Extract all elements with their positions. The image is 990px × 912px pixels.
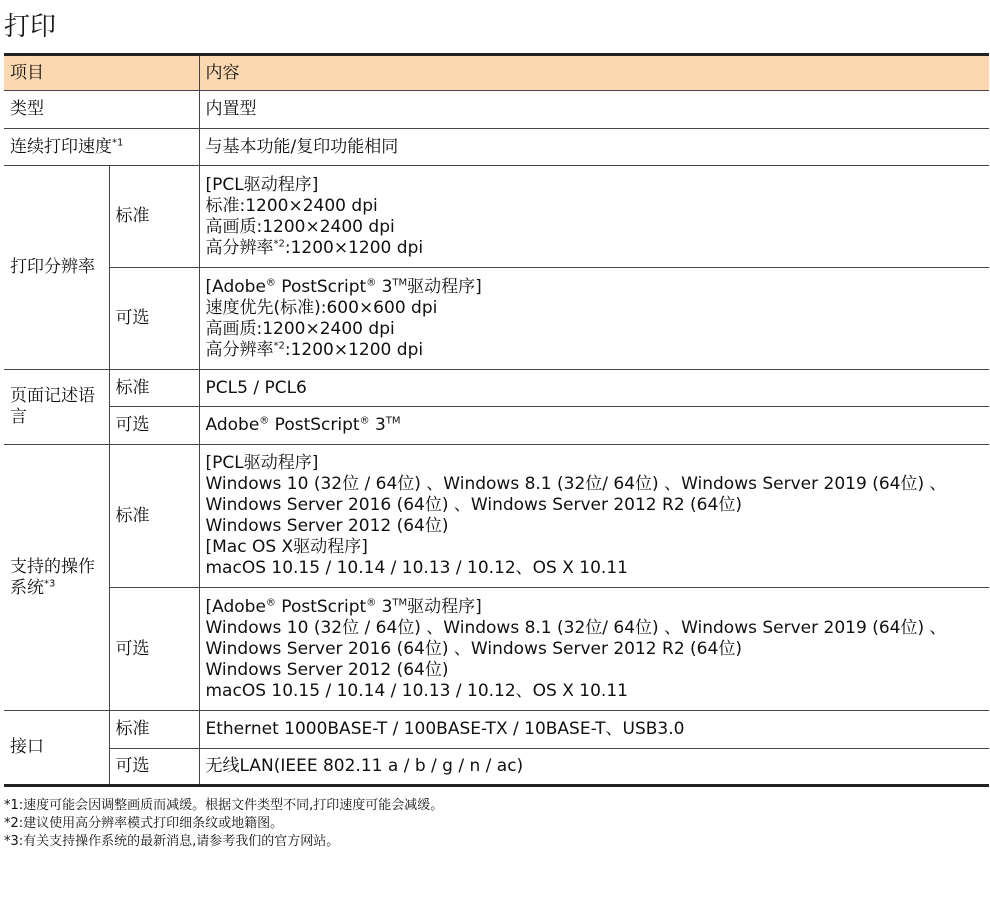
pdl-optional-value: Adobe® PostScript® 3™ bbox=[199, 407, 989, 445]
resolution-standard-value: [PCL驱动程序] 标准:1200×2400 dpi 高画质:1200×2400 dpi 高分辨率$^{*2}$:1200×1200 dpi bbox=[199, 166, 989, 268]
row-resolution-standard bbox=[4, 166, 989, 268]
os-standard-label: 标准 bbox=[109, 445, 199, 588]
footnotes bbox=[4, 797, 443, 851]
resolution-standard-label: 标准 bbox=[109, 166, 199, 268]
footnote-2: *2:建议使用高分辨率模式打印细条纹或地籍图。 bbox=[4, 816, 284, 831]
footnote-ref: *3 bbox=[44, 577, 56, 589]
spec-table bbox=[4, 53, 989, 787]
pdl-standard-label: 标准 bbox=[109, 370, 199, 407]
interface-standard-value: Ethernet 1000BASE-T / 100BASE-TX / 10BASE-T、USB3.0 bbox=[199, 711, 989, 749]
table-header-row bbox=[4, 55, 989, 91]
speed-label: 连续打印速度$^{*1}$ bbox=[4, 129, 199, 166]
row-os-standard bbox=[4, 445, 989, 588]
row-speed bbox=[4, 129, 989, 166]
row-interface-standard bbox=[4, 711, 989, 749]
row-os-optional bbox=[4, 588, 989, 711]
type-label: 类型 bbox=[4, 91, 199, 129]
resolution-optional-label: 可选 bbox=[109, 268, 199, 370]
row-resolution-optional bbox=[4, 268, 989, 370]
speed-value: 与基本功能/复印功能相同 bbox=[199, 129, 989, 166]
footnote-ref: *1 bbox=[112, 136, 124, 148]
os-optional-label: 可选 bbox=[109, 588, 199, 711]
os-optional-value: [Adobe® PostScript® 3™驱动程序] Windows 10 (32位 / 64位) 、Windows 8.1 (32位/ 64位) 、Windows Server 2019 (64位) 、 Windows Server 2016 (64位) 、Windows Server 2012 R2 (64位) Windows Server 2012 (64位) macOS 10.15 / 10.14 / 10.13 / 10.12、OS X 10.11 bbox=[199, 588, 989, 711]
interface-standard-label: 标准 bbox=[109, 711, 199, 749]
pdl-optional-label: 可选 bbox=[109, 407, 199, 445]
pdl-standard-value: PCL5 / PCL6 bbox=[199, 370, 989, 407]
footnote-1: *1:速度可能会因调整画质而减缓。根据文件类型不同,打印速度可能会减缓。 bbox=[4, 798, 444, 813]
resolution-optional-value: [Adobe® PostScript® 3™驱动程序] 速度优先(标准):600×600 dpi 高画质:1200×2400 dpi 高分辨率$^{*2}$:1200×1200 dpi bbox=[199, 268, 989, 370]
header-content: 内容 bbox=[199, 55, 989, 91]
pdl-label: 页面记述语言 bbox=[4, 370, 109, 445]
row-pdl-standard bbox=[4, 370, 989, 407]
interface-optional-value: 无线LAN(IEEE 802.11 a / b / g / n / ac) bbox=[199, 749, 989, 786]
page-title: 打印 bbox=[4, 12, 57, 42]
row-interface-optional bbox=[4, 749, 989, 786]
row-type bbox=[4, 91, 989, 129]
interface-optional-label: 可选 bbox=[109, 749, 199, 786]
interface-label: 接口 bbox=[4, 711, 109, 786]
row-pdl-optional bbox=[4, 407, 989, 445]
type-value: 内置型 bbox=[199, 91, 989, 129]
resolution-label: 打印分辨率 bbox=[4, 166, 109, 370]
os-label: 支持的操作系统$^{*3}$ bbox=[4, 445, 109, 711]
os-standard-value: [PCL驱动程序] Windows 10 (32位 / 64位) 、Windows 8.1 (32位/ 64位) 、Windows Server 2019 (64位) 、 Windows Server 2016 (64位) 、Windows Server 2012 R2 (64位) Windows Server 2012 (64位) [Mac OS X驱动程序] macOS 10.15 / 10.14 / 10.13 / 10.12、OS X 10.11 bbox=[199, 445, 989, 588]
footnote-3: *3:有关支持操作系统的最新消息,请参考我们的官方网站。 bbox=[4, 834, 340, 849]
header-item: 项目 bbox=[4, 55, 199, 91]
